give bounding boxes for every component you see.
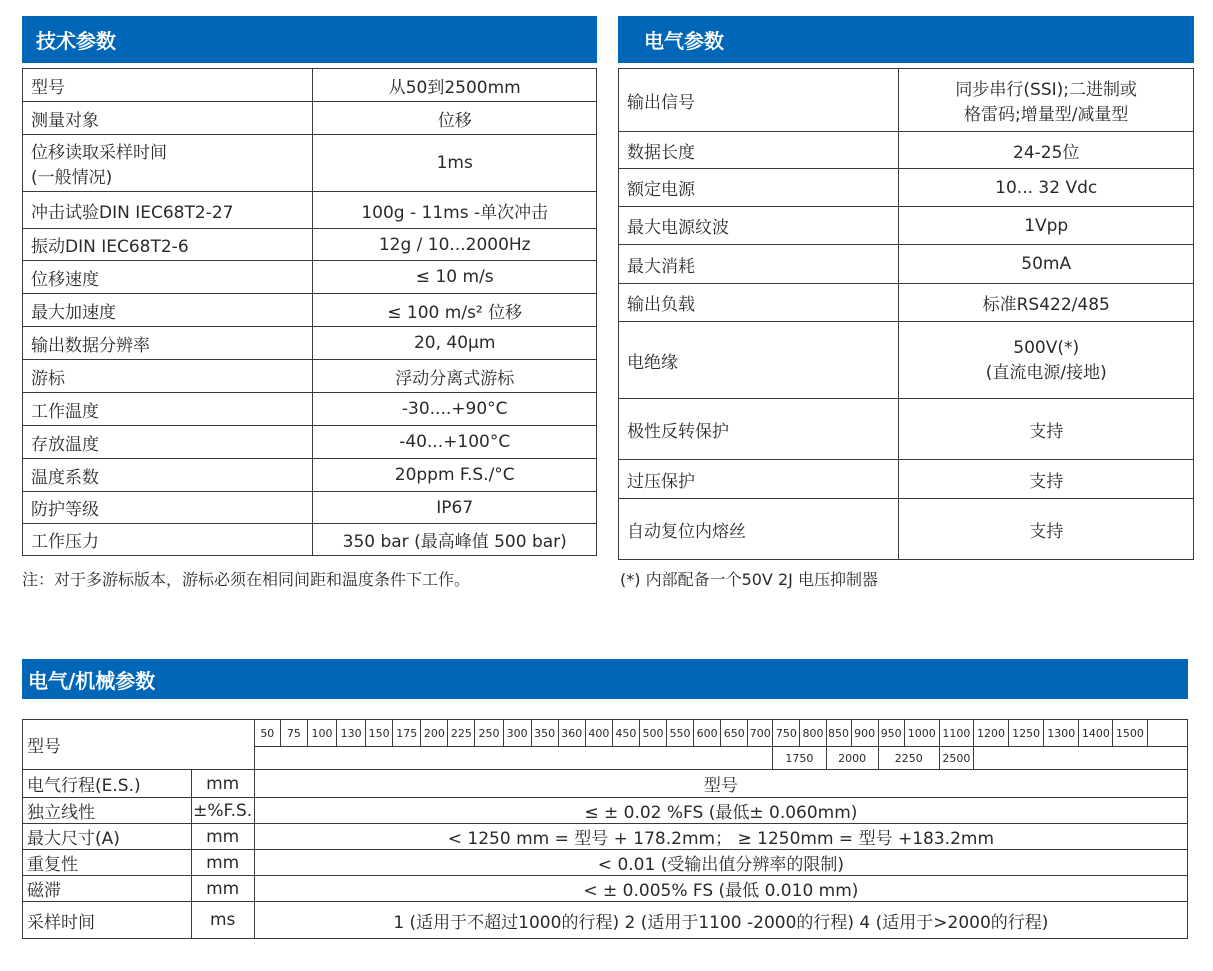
elec-row [619,207,1194,245]
tech-label: 型号 [23,69,313,102]
tech-value: 100g - 11ms -单次冲击 [313,192,597,229]
elec-value: 24-25位 [899,132,1194,169]
elec-row [619,69,1194,132]
model-size: 200 [421,720,448,747]
model-size: 1100 [939,720,973,747]
tech-label: 最大加速度 [23,294,313,327]
model-size: 800 [800,720,826,747]
elec-row [619,169,1194,207]
model-size-2: 2250 [878,747,939,770]
tech-label: 游标 [23,360,313,393]
model-size: 350 [531,720,558,747]
tech-label: 测量对象 [23,102,313,135]
model-size: 750 [773,720,800,747]
mech-value: < 1250 mm = 型号 + 178.2mm； ≥ 1250mm = 型号 +183.2mm [254,824,1187,850]
mech-value: 1 (适用于不超过1000的行程) 2 (适用于1100 -2000的行程) 4 (适用于>2000的行程) [254,902,1187,939]
tech-label: 位移速度 [23,261,313,294]
tech-row [23,294,597,327]
model-size: 225 [448,720,475,747]
elec-value: 1Vpp [899,207,1194,245]
model-size: 1500 [1113,720,1147,747]
mech-label: 磁滞 [23,876,192,902]
elec-value: 500V(*) (直流电源/接地) [899,322,1194,399]
mech-header [22,659,1188,699]
elec-table [618,68,1194,560]
tech-label: 冲击试验DIN IEC68T2-27 [23,192,313,229]
tech-row [23,459,597,492]
tech-value: 1ms [313,135,597,192]
model-size: 550 [667,720,694,747]
mech-row [23,824,1188,850]
model-size: 450 [612,720,639,747]
mech-label: 最大尺寸(A) [23,824,192,850]
elec-label: 电绝缘 [619,322,899,399]
tech-row [23,426,597,459]
elec-label: 过压保护 [619,460,899,499]
mech-value: 型号 [254,770,1187,798]
elec-row [619,284,1194,322]
mech-unit: mm [191,876,254,902]
tech-row [23,327,597,360]
model-size: 300 [503,720,531,747]
tech-label: 输出数据分辨率 [23,327,313,360]
model-size: 50 [254,720,280,747]
model-blank [973,747,1187,770]
elec-label: 最大消耗 [619,245,899,284]
tech-label: 振动DIN IEC68T2-6 [23,229,313,261]
mech-row [23,798,1188,824]
model-size: 1200 [973,720,1008,747]
model-size: 130 [337,720,366,747]
tech-row [23,102,597,135]
elec-row [619,322,1194,399]
mech-unit: mm [191,770,254,798]
elec-value: 支持 [899,499,1194,560]
model-size: 175 [393,720,421,747]
tech-row [23,492,597,524]
mech-label: 采样时间 [23,902,192,939]
mech-unit: ms [191,902,254,939]
tech-row [23,135,597,192]
model-size: 75 [280,720,307,747]
elec-value: 支持 [899,460,1194,499]
model-row [23,720,1188,747]
mech-unit: mm [191,850,254,876]
tech-row [23,69,597,102]
mech-row [23,902,1188,939]
elec-note: (*) 内部配备一个50V 2J 电压抑制器 [620,570,878,589]
elec-label: 自动复位内熔丝 [619,499,899,560]
model-size-2: 1750 [773,747,826,770]
tech-row [23,524,597,556]
tech-row [23,393,597,426]
tech-value: 浮动分离式游标 [313,360,597,393]
elec-row [619,245,1194,284]
tech-value: 从50到2500mm [313,69,597,102]
elec-value: 标准RS422/485 [899,284,1194,322]
mech-unit: ±%F.S. [191,798,254,824]
tech-note: 注：对于多游标版本，游标必须在相同间距和温度条件下工作。 [22,570,471,589]
model-size: 600 [694,720,721,747]
mech-row [23,770,1188,798]
model-size: 150 [366,720,393,747]
elec-label: 输出信号 [619,69,899,132]
elec-row [619,499,1194,560]
model-size [1147,720,1188,747]
tech-value: -40...+100°C [313,426,597,459]
elec-title: 电气参数 [644,29,724,53]
mech-label: 重复性 [23,850,192,876]
mech-value: ≤ ± 0.02 %FS (最低± 0.060mm) [254,798,1187,824]
tech-value: ≤ 100 m/s² 位移 [313,294,597,327]
model-label: 型号 [23,720,255,770]
tech-value: 位移 [313,102,597,135]
elec-value: 支持 [899,399,1194,460]
model-size: 850 [826,720,851,747]
model-size: 1300 [1044,720,1079,747]
mech-row [23,850,1188,876]
tech-value: 12g / 10...2000Hz [313,229,597,261]
elec-header [618,16,1194,63]
model-size: 1000 [904,720,939,747]
elec-row [619,132,1194,169]
model-size: 650 [721,720,748,747]
tech-row [23,192,597,229]
elec-label: 极性反转保护 [619,399,899,460]
mech-table [22,719,1188,939]
model-size: 700 [748,720,773,747]
tech-label: 位移读取采样时间 (一般情况) [23,135,313,192]
mech-label: 电气行程(E.S.) [23,770,192,798]
model-size: 950 [878,720,904,747]
tech-value: 20ppm F.S./°C [313,459,597,492]
model-size-2: 2500 [939,747,973,770]
mech-row [23,876,1188,902]
elec-value: 10... 32 Vdc [899,169,1194,207]
tech-header [22,16,597,63]
mech-title: 电气/机械参数 [28,668,156,693]
mech-label: 独立线性 [23,798,192,824]
mech-value: < 0.01 (受输出值分辨率的限制) [254,850,1187,876]
model-size: 400 [585,720,612,747]
tech-row [23,261,597,294]
tech-value: 350 bar (最高峰值 500 bar) [313,524,597,556]
tech-row [23,229,597,261]
mech-value: < ± 0.005% FS (最低 0.010 mm) [254,876,1187,902]
tech-label: 防护等级 [23,492,313,524]
tech-value: 20, 40μm [313,327,597,360]
tech-value: IP67 [313,492,597,524]
elec-row [619,460,1194,499]
tech-value: -30....+90°C [313,393,597,426]
tech-table [22,68,597,556]
elec-value: 同步串行(SSI);二进制或 格雷码;增量型/减量型 [899,69,1194,132]
tech-row [23,360,597,393]
model-size: 900 [851,720,878,747]
model-size: 360 [558,720,585,747]
mech-unit: mm [191,824,254,850]
tech-label: 工作温度 [23,393,313,426]
model-size-2: 2000 [826,747,878,770]
elec-label: 数据长度 [619,132,899,169]
elec-row [619,399,1194,460]
model-size: 250 [475,720,503,747]
model-size: 1250 [1009,720,1044,747]
tech-title: 技术参数 [36,29,116,53]
tech-label: 存放温度 [23,426,313,459]
tech-label: 温度系数 [23,459,313,492]
elec-value: 50mA [899,245,1194,284]
model-size: 500 [639,720,666,747]
elec-label: 输出负载 [619,284,899,322]
elec-label: 最大电源纹波 [619,207,899,245]
elec-label: 额定电源 [619,169,899,207]
tech-value: ≤ 10 m/s [313,261,597,294]
model-size: 1400 [1079,720,1113,747]
model-blank [254,747,773,770]
tech-label: 工作压力 [23,524,313,556]
model-size: 100 [307,720,336,747]
